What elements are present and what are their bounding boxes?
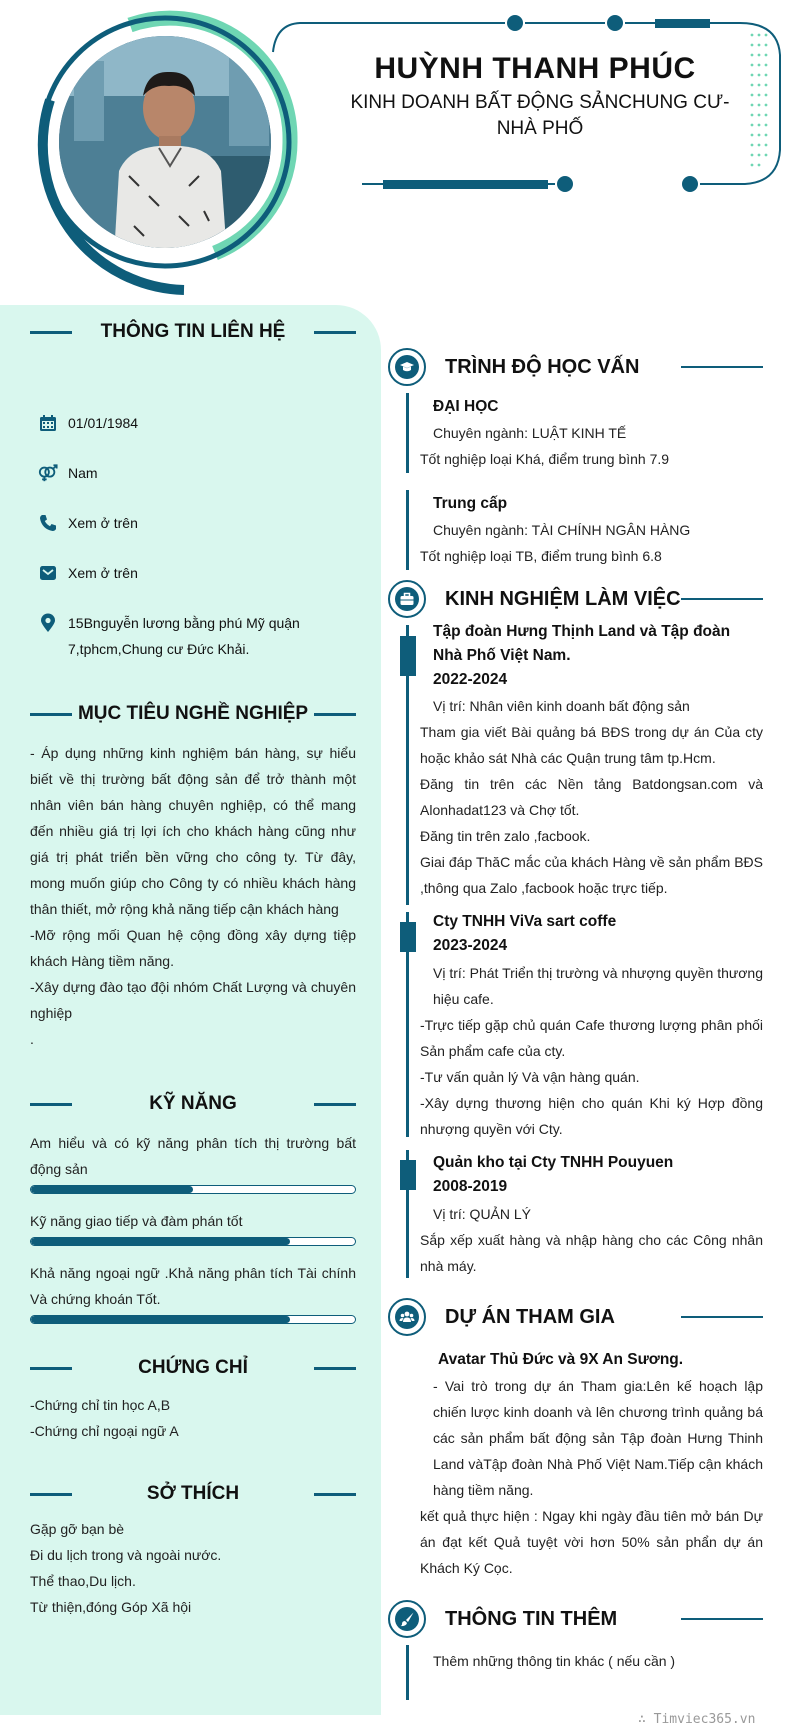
skill-bar-fill (31, 1316, 290, 1323)
education-result: Tốt nghiệp loại TB, điểm trung bình 6.8 (420, 548, 662, 564)
education-result: Tốt nghiệp loại Khá, điểm trung bình 7.9 (420, 451, 670, 467)
objective-title: MỤC TIÊU NGHỀ NGHIỆP (77, 703, 309, 724)
job-description: -Xây dựng thương hiện cho quán Khi ký Hợp đồng nhượng quyền với Cty. (420, 1095, 763, 1137)
skill-label: Kỹ năng giao tiếp và đàm phán tốt (30, 1213, 243, 1229)
gender-icon (38, 463, 58, 483)
education-school: ĐẠI HỌC (433, 398, 499, 415)
projects-title: DỰ ÁN THAM GIA (445, 1306, 615, 1328)
education-school: Trung cấp (433, 495, 508, 512)
phone-value: Xem ở trên (68, 515, 138, 531)
contact-heading (30, 318, 356, 346)
contact-title: THÔNG TIN LIÊN HỆ (100, 321, 286, 342)
hobby-item: Từ thiện,đóng Góp Xã hội (30, 1599, 192, 1615)
education-heading (388, 348, 763, 388)
email-value: Xem ở trên (68, 565, 138, 581)
heading-rule (681, 1618, 763, 1620)
skills-heading (30, 1090, 356, 1118)
timeline-line (406, 490, 409, 570)
brush-icon (399, 1611, 415, 1627)
avatar-illustration (59, 36, 275, 252)
address-value: 15Bnguyễn lương bằng phú Mỹ quận 7,tphcm,Chung cư Đức Khải. (68, 615, 300, 657)
experience-heading (388, 580, 763, 620)
job-period: 2008-2019 (433, 1178, 508, 1195)
heading-rule (681, 598, 763, 600)
extra-title: THÔNG TIN THÊM (445, 1608, 618, 1630)
certificates-title: CHỨNG CHỈ (138, 1357, 248, 1378)
timeline-marker (400, 1160, 416, 1190)
heading-badge (388, 580, 426, 618)
job-description: Tham gia viết Bài quảng bá BĐS trong dự án Của cty hoặc khảo sát Nhà các Quận trung tâm tp.Hcm. (420, 724, 763, 766)
extra-heading (388, 1600, 763, 1640)
skill-bar (30, 1185, 356, 1194)
job-period: 2023-2024 (433, 937, 508, 954)
phone-icon (38, 513, 58, 533)
job-description: -Tư vấn quản lý Và vận hàng quán. (420, 1069, 640, 1085)
timeline-line (406, 393, 409, 473)
heading-badge (388, 348, 426, 386)
objective-line: -Xây dựng đào tạo đội nhóm Chất Lượng và chuyên nghiệp (30, 979, 356, 1021)
skill-bar (30, 1237, 356, 1246)
skill-bar-fill (31, 1186, 193, 1193)
job-period: 2022-2024 (433, 671, 508, 688)
education-major: Chuyên ngành: LUẬT KINH TẾ (433, 425, 627, 441)
certificates-heading (30, 1354, 356, 1382)
contact-phone (38, 510, 338, 536)
timeline-line (406, 1645, 409, 1700)
education-major: Chuyên ngành: TÀI CHÍNH NGÂN HÀNG (433, 522, 691, 538)
briefcase-icon (399, 591, 415, 607)
team-icon (399, 1309, 415, 1325)
gender-value: Nam (68, 465, 98, 481)
job-company: Tập đoàn Hưng Thịnh Land và Tập đoàn Nhà Phố Việt Nam. (433, 623, 731, 664)
job-company: Quản kho tại Cty TNHH Pouyuen (433, 1154, 674, 1171)
heading-rule (314, 331, 356, 334)
job-title: KINH DOANH BẤT ĐỘNG SẢNCHUNG CƯ- NHÀ PHỐ (350, 92, 730, 139)
cv-header (0, 0, 800, 300)
education-title: TRÌNH ĐỘ HỌC VẤN (445, 356, 640, 378)
skill-label: Am hiểu và có kỹ năng phân tích thị trường bất động sản (30, 1135, 356, 1177)
hobby-item: Đi du lịch trong và ngoài nước. (30, 1547, 222, 1563)
contact-gender (38, 460, 338, 486)
timeline-marker (400, 636, 416, 676)
heading-badge (388, 1298, 426, 1336)
birthday-value: 01/01/1984 (68, 415, 139, 431)
job-description: Sắp xếp xuất hàng và nhập hàng cho các Công nhân nhà máy. (420, 1232, 763, 1274)
job-position: Vị trí: QUẢN LÝ (433, 1206, 532, 1222)
project-result: kết quả thực hiện : Ngay khi ngày đầu tiên mở bán Dự án đạt kết Quả tuyệt vời hơn 50% sản phẩn dự án Khách Ký Cọc. (420, 1508, 763, 1576)
objective-line: . (30, 1031, 34, 1047)
extra-text: Thêm những thông tin khác ( nếu cần ) (433, 1653, 676, 1669)
hobbies-title: SỞ THÍCH (146, 1483, 240, 1504)
skills-title: KỸ NĂNG (149, 1093, 237, 1114)
graduation-cap-icon (399, 359, 415, 375)
skill-bar (30, 1315, 356, 1324)
candidate-name: HUỲNH THANH PHÚC (374, 52, 696, 85)
contact-birthday (38, 410, 338, 436)
objective-text: - Áp dụng những kinh nghiệm bán hàng, sự hiểu biết về thị trường bất động sản để trở thành một nhân viên bán hàng chuyên nghiệp, có thể mang đến nhiều giá trị lợi ích cho khách hàng cũng như giá trị phát triển bền vững cho công ty. Từ đây, mong muốn giúp cho Công ty có nhiều khách hàng thân thiết, mở rộng khả năng tiếp cận khách hàng (30, 745, 356, 917)
experience-title: KINH NGHIỆM LÀM VIỆC (445, 588, 681, 610)
job-description: Đăng tin trên các Nền tảng Batdongsan.com và Alonhadat123 và Chợ tốt. (420, 776, 763, 818)
contact-address (38, 610, 338, 662)
heading-rule (314, 1367, 356, 1370)
contact-email (38, 560, 338, 586)
email-icon (38, 563, 58, 583)
skill-bar-fill (31, 1238, 290, 1245)
job-company: Cty TNHH ViVa sart coffe (433, 913, 617, 930)
heading-badge (388, 1600, 426, 1638)
objective-line: -Mỡ rộng mối Quan hệ cộng đồng xây dựng tiệp khách Hàng tiềm năng. (30, 927, 356, 969)
hobby-item: Gặp gỡ bạn bè (30, 1521, 125, 1537)
profile-photo (55, 32, 275, 252)
project-name: Avatar Thủ Đức và 9X An Sương. (438, 1351, 684, 1368)
heading-rule (681, 1316, 763, 1318)
hobby-item: Thể thao,Du lịch. (30, 1573, 136, 1589)
timeline-marker (400, 922, 416, 952)
watermark: ∴ Timviec365.vn (638, 1712, 756, 1727)
heading-rule (314, 1103, 356, 1106)
heading-rule (314, 1493, 356, 1496)
heading-rule (314, 713, 356, 716)
job-description: Đăng tin trên zalo ,facbook. (420, 828, 591, 844)
job-position: Vị trí: Nhân viên kinh doanh bất động sản (433, 698, 690, 714)
job-position: Vị trí: Phát Triển thị trường và nhượng quyền thương hiệu cafe. (433, 965, 763, 1007)
project-role: - Vai trò trong dự án Tham gia:Lên kế hoạch lập chiến lược kinh doanh và lên chương trình quảng bá các sản phẩm bất động sản Tập đoàn Hưng Thinh Land vàTập đoàn Nhà Phố Việt Nam.Tiếp cận khách hàng tiềm năng. (433, 1378, 763, 1498)
projects-heading (388, 1298, 763, 1338)
objective-heading (30, 700, 356, 728)
certificate-item: -Chứng chỉ ngoại ngữ A (30, 1423, 179, 1439)
job-description: -Trực tiếp gặp chủ quán Cafe thương lượng phân phối Sản phẩm cafe của cty. (420, 1017, 763, 1059)
certificate-item: -Chứng chỉ tin học A,B (30, 1397, 171, 1413)
skill-label: Khả năng ngoại ngữ .Khả năng phân tích Tài chính Và chứng khoán Tốt. (30, 1265, 356, 1307)
location-pin-icon (38, 613, 58, 633)
calendar-icon (38, 413, 58, 433)
hobbies-heading (30, 1480, 356, 1508)
heading-rule (681, 366, 763, 368)
job-description: Giai đáp ThăC mắc của khách Hàng về sản phẩm BĐS ,thông qua Zalo ,facbook hoặc trực tiếp. (420, 854, 763, 896)
